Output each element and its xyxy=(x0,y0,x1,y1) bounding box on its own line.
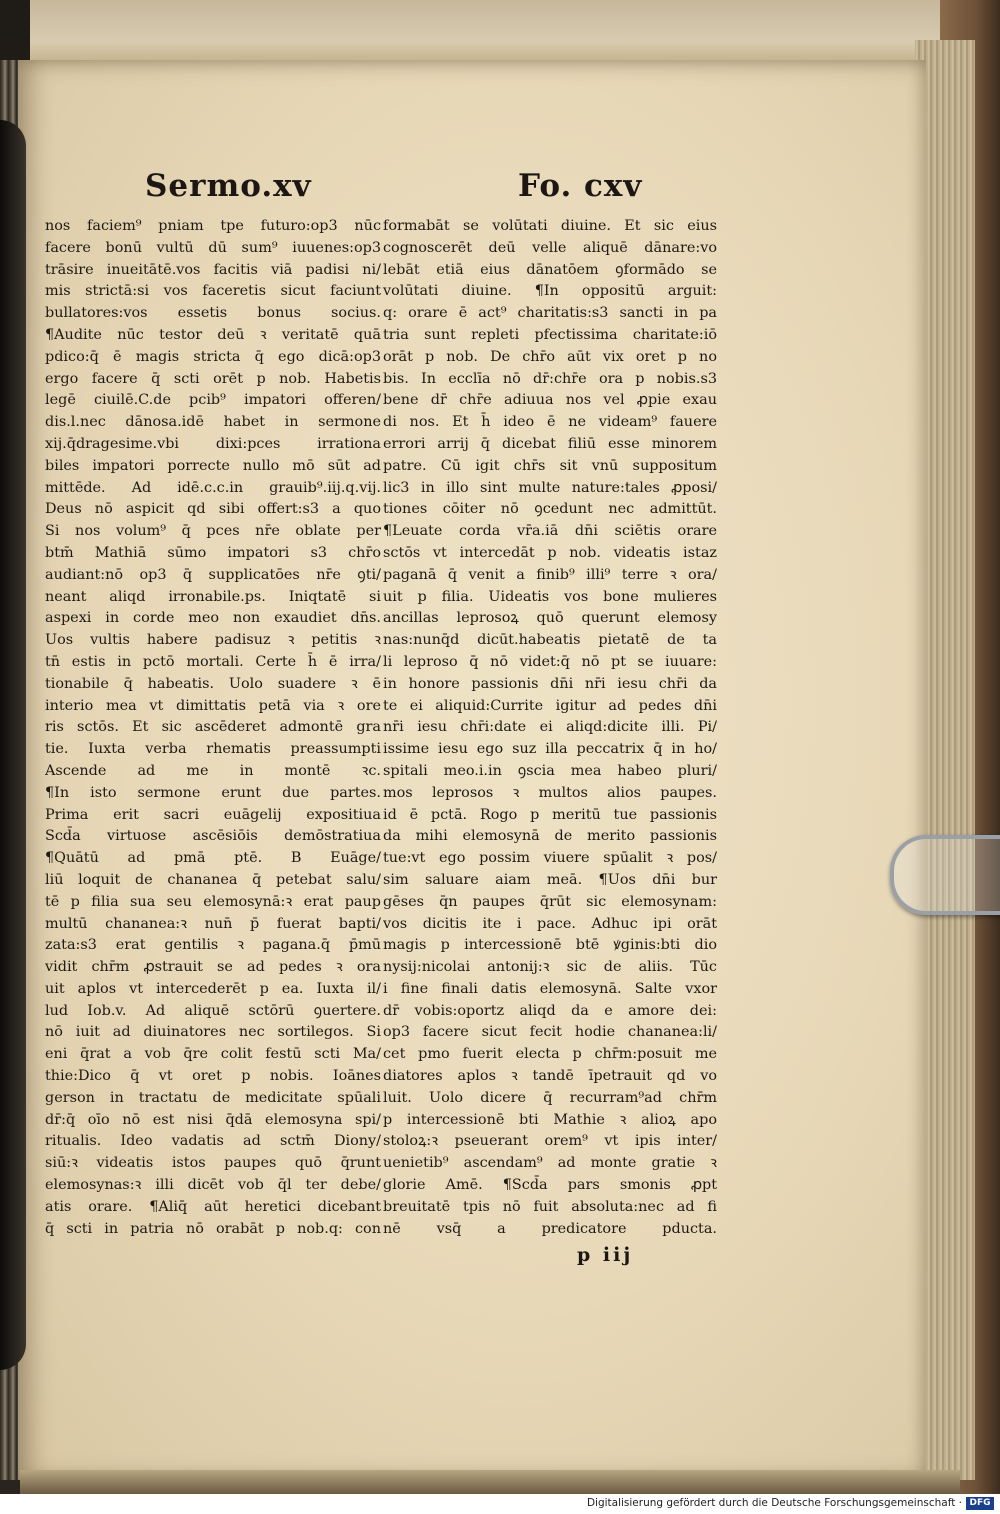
text-line: li leproso q̄ nō videt:q̄ nō pt se iuuare: xyxy=(383,653,717,670)
text-line: Si nos volum⁹ q̄ pces nr̄e oblate per xyxy=(45,523,381,540)
text-line: orāt p nob. De chr̄o aūt vix oret p no xyxy=(383,348,717,365)
text-line: audiant:nō op3 q̄ supplicatōes nr̄e ꝯti/ xyxy=(45,566,381,583)
text-line: nō iuit ad diuinatores nec sortilegos. Si xyxy=(45,1024,381,1041)
text-line: i fine finali datis elemosynā. Salte vxor xyxy=(383,980,717,997)
text-line: mittēde. Ad idē.c.c.in grauib⁹.iij.q.vij. xyxy=(45,479,381,496)
text-line: biles impatori porrecte nullo mō sūt ad xyxy=(45,457,381,474)
text-line: tie. Iuxta verba rhematis preassumpti xyxy=(45,741,381,758)
text-line: thie:Dico q̄ vt oret p nobis. Ioānes xyxy=(45,1068,381,1085)
text-line: nas:nunq̄d dicūt.habeatis pietatē de ta xyxy=(383,632,717,649)
text-line: bullatores:vos essetis bonus socius. xyxy=(45,305,381,322)
text-line: gerson in tractatu de medicitate spūali xyxy=(45,1089,381,1106)
text-line: luit. Uolo dicere q̄ recurram⁹ad chr̄m xyxy=(383,1089,717,1106)
text-line: mos leprosos ꝛ multos alios paupes. xyxy=(383,784,717,801)
text-line: vidit chr̄m ꝓstrauit se ad pedes ꝛ ora xyxy=(45,959,381,976)
text-line: q: orare ē act⁹ charitatis:s3 sancti in pa xyxy=(383,305,717,322)
text-line: ancillas leprosoꝝ quō querunt elemosy xyxy=(383,610,717,627)
right-text-column xyxy=(383,216,717,1240)
text-line: patre. Cū igit chr̄s sit vnū suppositum xyxy=(383,457,717,474)
text-line: tria sunt repleti pfectissima charitate:iō xyxy=(383,326,717,343)
text-line: siū:ꝛ videatis istos paupes quō q̄runt xyxy=(45,1155,381,1172)
text-line: ergo facere q̄ scti orēt p nob. Habetis xyxy=(45,370,381,387)
text-line: eni q̄rat a vob q̄re colit festū scti Ma/ xyxy=(45,1046,381,1063)
text-line: id ē pctā. Rogo p meritū tue passionis xyxy=(383,806,717,823)
text-line: formabāt se volūtati diuine. Et sic eius xyxy=(383,218,717,234)
text-line: sim saluare aiam meā. ¶Uos dn̄i bur xyxy=(383,871,717,888)
text-line: breuitatē tpis nō fuit absoluta:nec ad fi xyxy=(383,1198,717,1215)
text-line: ris sctōs. Et sic ascēderet admontē gra xyxy=(45,719,381,736)
text-line: interio mea vt dimittatis petā via ꝛ ore xyxy=(45,697,381,714)
page-clip xyxy=(890,835,1000,915)
text-line: liū loquit de chananea q̄ petebat salu/ xyxy=(45,871,381,888)
text-line: ¶Leuate corda vr̄a.iā dn̄i sciētis orare xyxy=(383,523,717,540)
text-line: volūtati diuine. ¶In oppositū arguit: xyxy=(383,283,717,300)
text-line: nysij:nicolai antonij:ꝛ sic de aliis. Tūc xyxy=(383,959,717,976)
text-line: di nos. Et h̄ ideo ē ne videam⁹ fauere xyxy=(383,414,717,431)
text-line: bis. In ecclīa nō dr̄:chr̄e ora p nobis.s3 xyxy=(383,370,717,387)
text-line: Ascende ad me in montē ꝛc. xyxy=(45,762,381,779)
text-line: stoloꝝ:ꝛ pseuerant orem⁹ vt ipis inter/ xyxy=(383,1133,717,1150)
text-line: sctōs vt intercedāt p nob. videatis istaz xyxy=(383,544,717,561)
text-line: cognoscerēt deū velle aliquē dānare:vo xyxy=(383,239,717,256)
text-line: trāsire inueitātē.vos facitis viā padisi ni/ xyxy=(45,261,381,278)
text-line: Prima erit sacri euāgelij expositiua xyxy=(45,806,381,823)
left-text-column xyxy=(45,216,381,1240)
text-line: ¶Audite nūc testor deū ꝛ veritatē quā xyxy=(45,326,381,343)
footer-bar xyxy=(0,1494,1000,1514)
text-line: issime iesu ego suz illa peccatrix q̄ in ho/ xyxy=(383,741,717,758)
text-line: pdico:q̄ ē magis stricta q̄ ego dicā:op3 xyxy=(45,348,381,365)
text-line: tue:vt ego possim viuere spūalit ꝛ pos/ xyxy=(383,850,717,867)
text-line: legē ciuilē.C.de pcib⁹ impatori offeren/ xyxy=(45,392,381,409)
text-line: cet pmo fuerit electa p chr̄m:posuit me xyxy=(383,1046,717,1063)
text-line: ¶Quātū ad pmā ptē. B Euāge/ xyxy=(45,850,381,867)
text-line: p intercessionē bti Mathie ꝛ alioꝝ apo xyxy=(383,1111,717,1128)
text-line: vos dicitis ite i pace. Adhuc ipi orāt xyxy=(383,915,717,932)
text-line: atis orare. ¶Aliq̄ aūt heretici dicebant xyxy=(45,1198,381,1215)
text-line: tē p filia sua seu elemosynā:ꝛ erat paup xyxy=(45,893,381,910)
spine-shadow xyxy=(0,120,26,1370)
text-line: multū chananea:ꝛ nun̄ p̄ fuerat bapti/ xyxy=(45,915,381,932)
text-line: uit aplos vt intercederēt p ea. Iuxta il/ xyxy=(45,980,381,997)
text-line: mis strictā:si vos faceretis sicut faciunt xyxy=(45,283,381,300)
text-line: tionabile q̄ habeatis. Uolo suadere ꝛ ē xyxy=(45,675,381,692)
text-line: zata:s3 erat gentilis ꝛ pagana.q̄ p̄mū xyxy=(45,937,381,954)
text-line: diatores aplos ꝛ tandē īpetrauit qd vo xyxy=(383,1068,717,1085)
text-line: te ei aliquid:Currite igitur ad pedes dn̄i xyxy=(383,697,717,714)
text-line: lebāt etiā eius dānatōem ꝯformādo se xyxy=(383,261,717,278)
text-line: lic3 in illo sint multe nature:tales ꝓposi/ xyxy=(383,479,717,496)
text-line: ritualis. Ideo vadatis ad sctm̄ Diony/ xyxy=(45,1133,381,1150)
text-line: q̄ scti in patria nō orabāt p nob.q: con xyxy=(45,1220,381,1237)
text-line: tn̄ estis in pctō mortali. Certe h̄ ē irra/ xyxy=(45,653,381,670)
running-header-left: Sermo.xv xyxy=(145,168,312,204)
text-line: Deus nō aspicit qd sibi offert:s3 a quo xyxy=(45,501,381,518)
text-line: dis.l.nec dānosa.idē habet in sermone xyxy=(45,414,381,431)
text-line: magis p intercessionē btē ꝟginis:bti dio xyxy=(383,937,717,954)
text-line: facere bonū vultū dū sum⁹ iuuenes:op3 xyxy=(45,239,381,256)
text-line: glorie Amē. ¶Scd̄a pars smonis ꝓpt xyxy=(383,1177,717,1194)
text-line: uenietib⁹ ascendam⁹ ad monte gratie ꝛ xyxy=(383,1155,717,1172)
text-line: ¶In isto sermone erunt due partes. xyxy=(45,784,381,801)
text-line: neant aliqd irronabile.ps. Iniqtatē si xyxy=(45,588,381,605)
text-line: lud Iob.v. Ad aliquē sctōrū ꝯuertere. xyxy=(45,1002,381,1019)
text-line: spitali meo.i.in ꝯscia mea habeo pluri/ xyxy=(383,762,717,779)
text-line: Scd̄a virtuose ascēsiōis demōstratiua xyxy=(45,828,381,845)
text-line: nos faciem⁹ pniam tpe futuro:op3 nūc xyxy=(45,218,381,234)
text-line: gēses q̄n paupes q̄rūt sic elemosynam: xyxy=(383,893,717,910)
text-line: errori arrij q̄ dicebat filiū esse minorem xyxy=(383,435,717,452)
folio-number: Fo. cxv xyxy=(518,168,643,204)
text-line: dr̄ vobis:oportz aliqd da e amore dei: xyxy=(383,1002,717,1019)
text-line: dr̄:q̄ oīo nō est nisi q̄dā elemosyna spi/ xyxy=(45,1111,381,1128)
signature-mark: p iij xyxy=(577,1244,634,1266)
text-line: elemosynas:ꝛ illi dicēt vob q̄l ter debe/ xyxy=(45,1177,381,1194)
text-line: op3 facere sicut fecit hodie chananea:li/ xyxy=(383,1024,717,1041)
text-line: Uos vultis habere padisuz ꝛ petitis ꝛ xyxy=(45,632,381,649)
text-line: da mihi elemosynā de merito passionis xyxy=(383,828,717,845)
text-line: aspexi in corde meo non exaudiet dn̄s. xyxy=(45,610,381,627)
text-line: nr̄i iesu chr̄i:date ei aliqd:dicite illi. Pi/ xyxy=(383,719,717,736)
funding-credit: Digitalisierung gefördert durch die Deutsche Forschungsgemeinschaft · xyxy=(586,1497,962,1509)
text-line: tiones cōiter nō ꝯcedunt nec admittūt. xyxy=(383,501,717,518)
text-line: paganā q̄ venit a finib⁹ illi⁹ terre ꝛ ora/ xyxy=(383,566,717,583)
text-line: uit p filia. Uideatis vos bone mulieres xyxy=(383,588,717,605)
text-line: nē vsq̄ a predicatore pducta. xyxy=(383,1220,717,1237)
text-line: xij.q̄dragesime.vbi dixi:pces irrationa xyxy=(45,435,381,452)
page-bottom-edge xyxy=(20,1470,960,1494)
text-line: in honore passionis dn̄i nr̄i iesu chr̄i da xyxy=(383,675,717,692)
text-line: bene dr̄ chr̄e adiuua nos vel ꝓpie exau xyxy=(383,392,717,409)
text-line: btm̄ Mathiā sūmo impatori s3 chr̄o xyxy=(45,544,381,561)
dfg-logo: DFG xyxy=(966,1497,994,1510)
